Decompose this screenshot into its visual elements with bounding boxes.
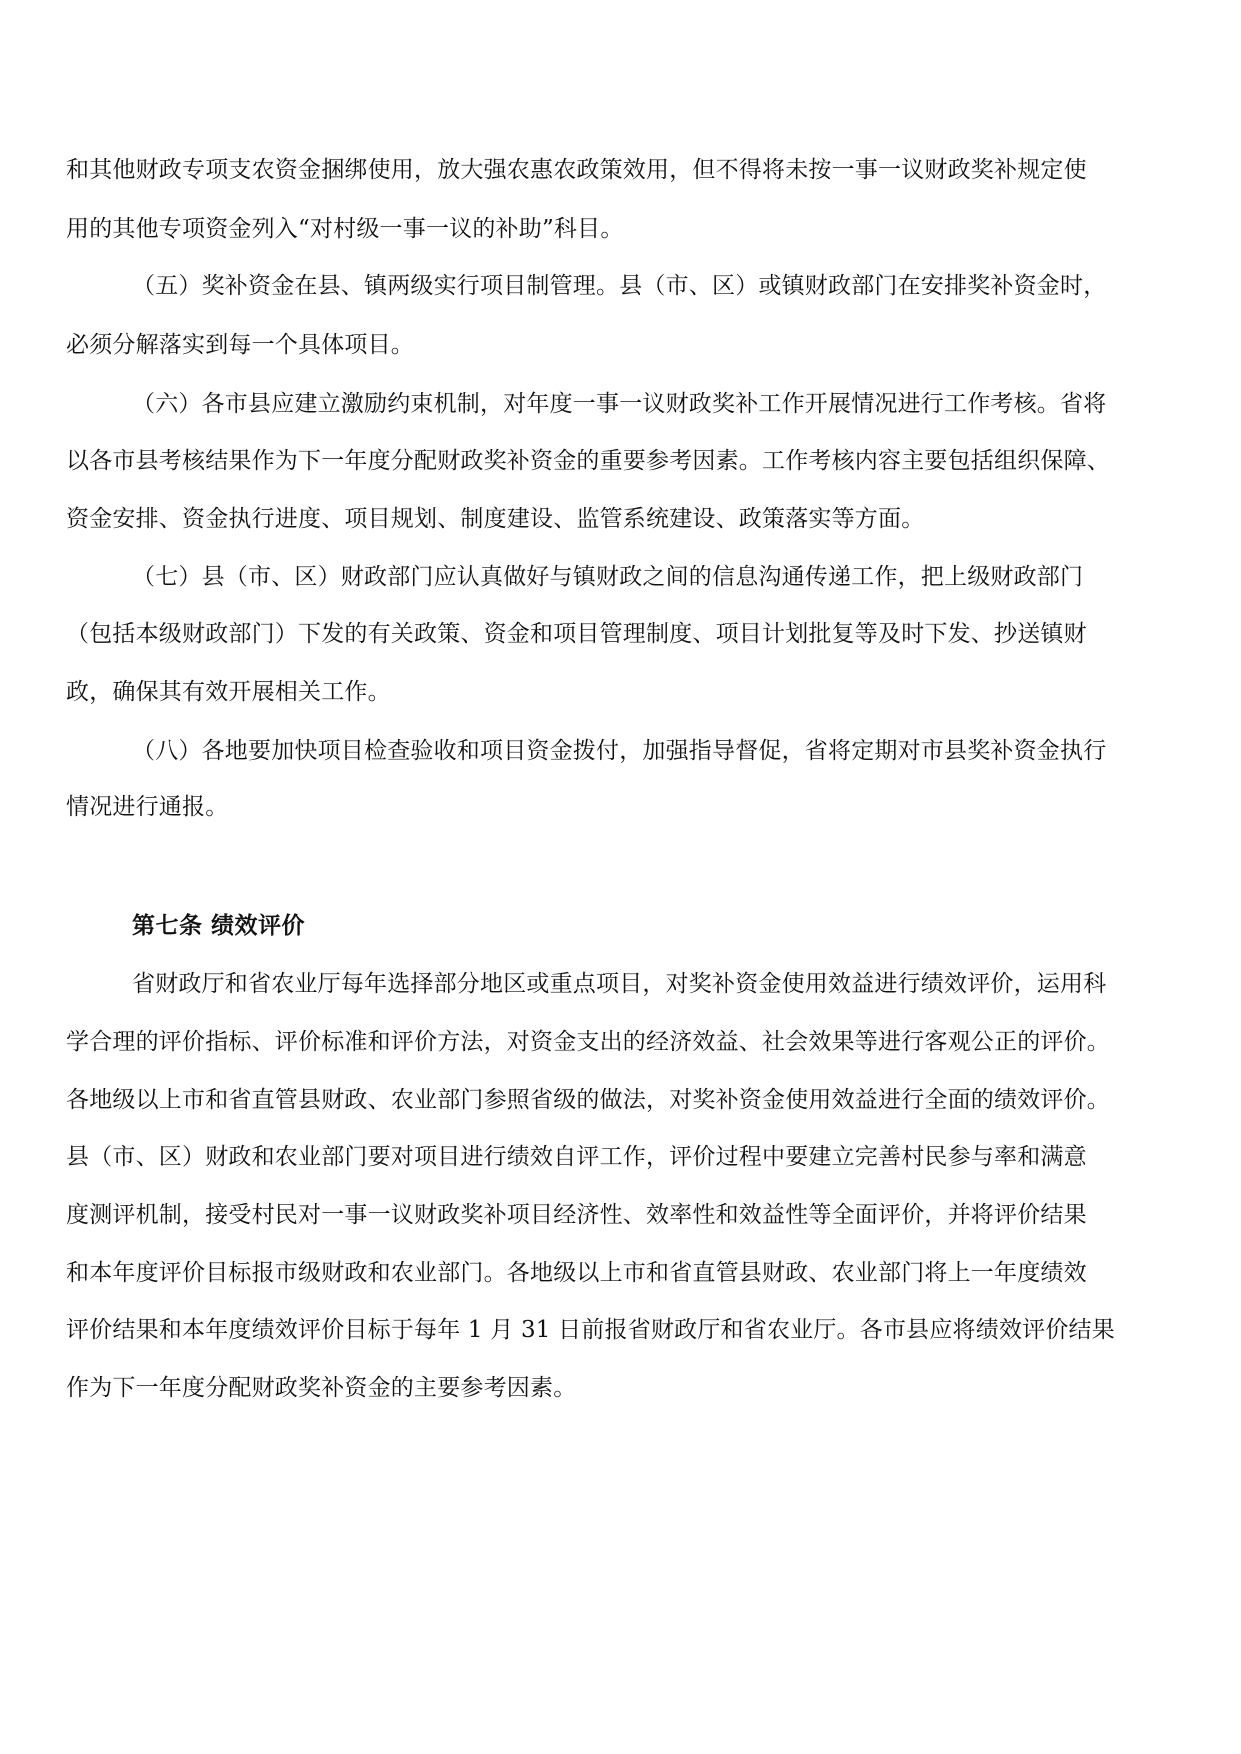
article-7-line: 县（市、区）财政和农业部门要对项目进行绩效自评工作，评价过程中要建立完善村民参与率和满意	[66, 1144, 1087, 1170]
item-8-line: （八）各地要加快项目检查验收和项目资金拨付，加强指导督促，省将定期对市县奖补资金执行	[132, 738, 1107, 764]
article-7-heading: 第七条 绩效评价	[132, 913, 306, 939]
item-6-line: 以各市县考核结果作为下一年度分配财政奖补资金的重要参考因素。工作考核内容主要包括组织保障、	[66, 448, 1110, 474]
article-7-line: 作为下一年度分配财政奖补资金的主要参考因素。	[66, 1375, 577, 1401]
item-7-line: 政，确保其有效开展相关工作。	[66, 679, 391, 705]
item-6-line: （六）各市县应建立激励约束机制，对年度一事一议财政奖补工作开展情况进行工作考核。省将	[132, 391, 1107, 417]
article-7-line: 和本年度评价目标报市级财政和农业部门。各地级以上市和省直管县财政、农业部门将上一年度绩效	[66, 1260, 1087, 1286]
article-7-line: 度测评机制，接受村民对一事一议财政奖补项目经济性、效率性和效益性等全面评价，并将评价结果	[66, 1202, 1087, 1228]
item-8-line: 情况进行通报。	[66, 794, 229, 820]
paragraph-line: 和其他财政专项支农资金捆绑使用，放大强农惠农政策效用，但不得将未按一事一议财政奖补规定使	[66, 157, 1087, 183]
paragraph-line: 用的其他专项资金列入“对村级一事一议的补助”科目。	[66, 216, 624, 242]
item-5-line: 必须分解落实到每一个具体项目。	[66, 332, 414, 358]
article-7-line: 学合理的评价指标、评价标准和评价方法，对资金支出的经济效益、社会效果等进行客观公正的评价。	[66, 1029, 1110, 1055]
article-7-line: 评价结果和本年度绩效评价目标于每年 1 月 31 日前报省财政厅和省农业厅。各市县应将绩效评价结果	[66, 1317, 1115, 1343]
item-5-line: （五）奖补资金在县、镇两级实行项目制管理。县（市、区）或镇财政部门在安排奖补资金时，	[132, 273, 1107, 299]
item-6-line: 资金安排、资金执行进度、项目规划、制度建设、监管系统建设、政策落实等方面。	[66, 506, 925, 532]
article-7-line: 各地级以上市和省直管县财政、农业部门参照省级的做法，对奖补资金使用效益进行全面的绩效评价。	[66, 1087, 1110, 1113]
article-7-line: 省财政厅和省农业厅每年选择部分地区或重点项目，对奖补资金使用效益进行绩效评价，运用科	[132, 971, 1107, 997]
item-7-line: （包括本级财政部门）下发的有关政策、资金和项目管理制度、项目计划批复等及时下发、抄送镇财	[66, 621, 1087, 647]
item-7-line: （七）县（市、区）财政部门应认真做好与镇财政之间的信息沟通传递工作，把上级财政部门	[132, 564, 1084, 590]
